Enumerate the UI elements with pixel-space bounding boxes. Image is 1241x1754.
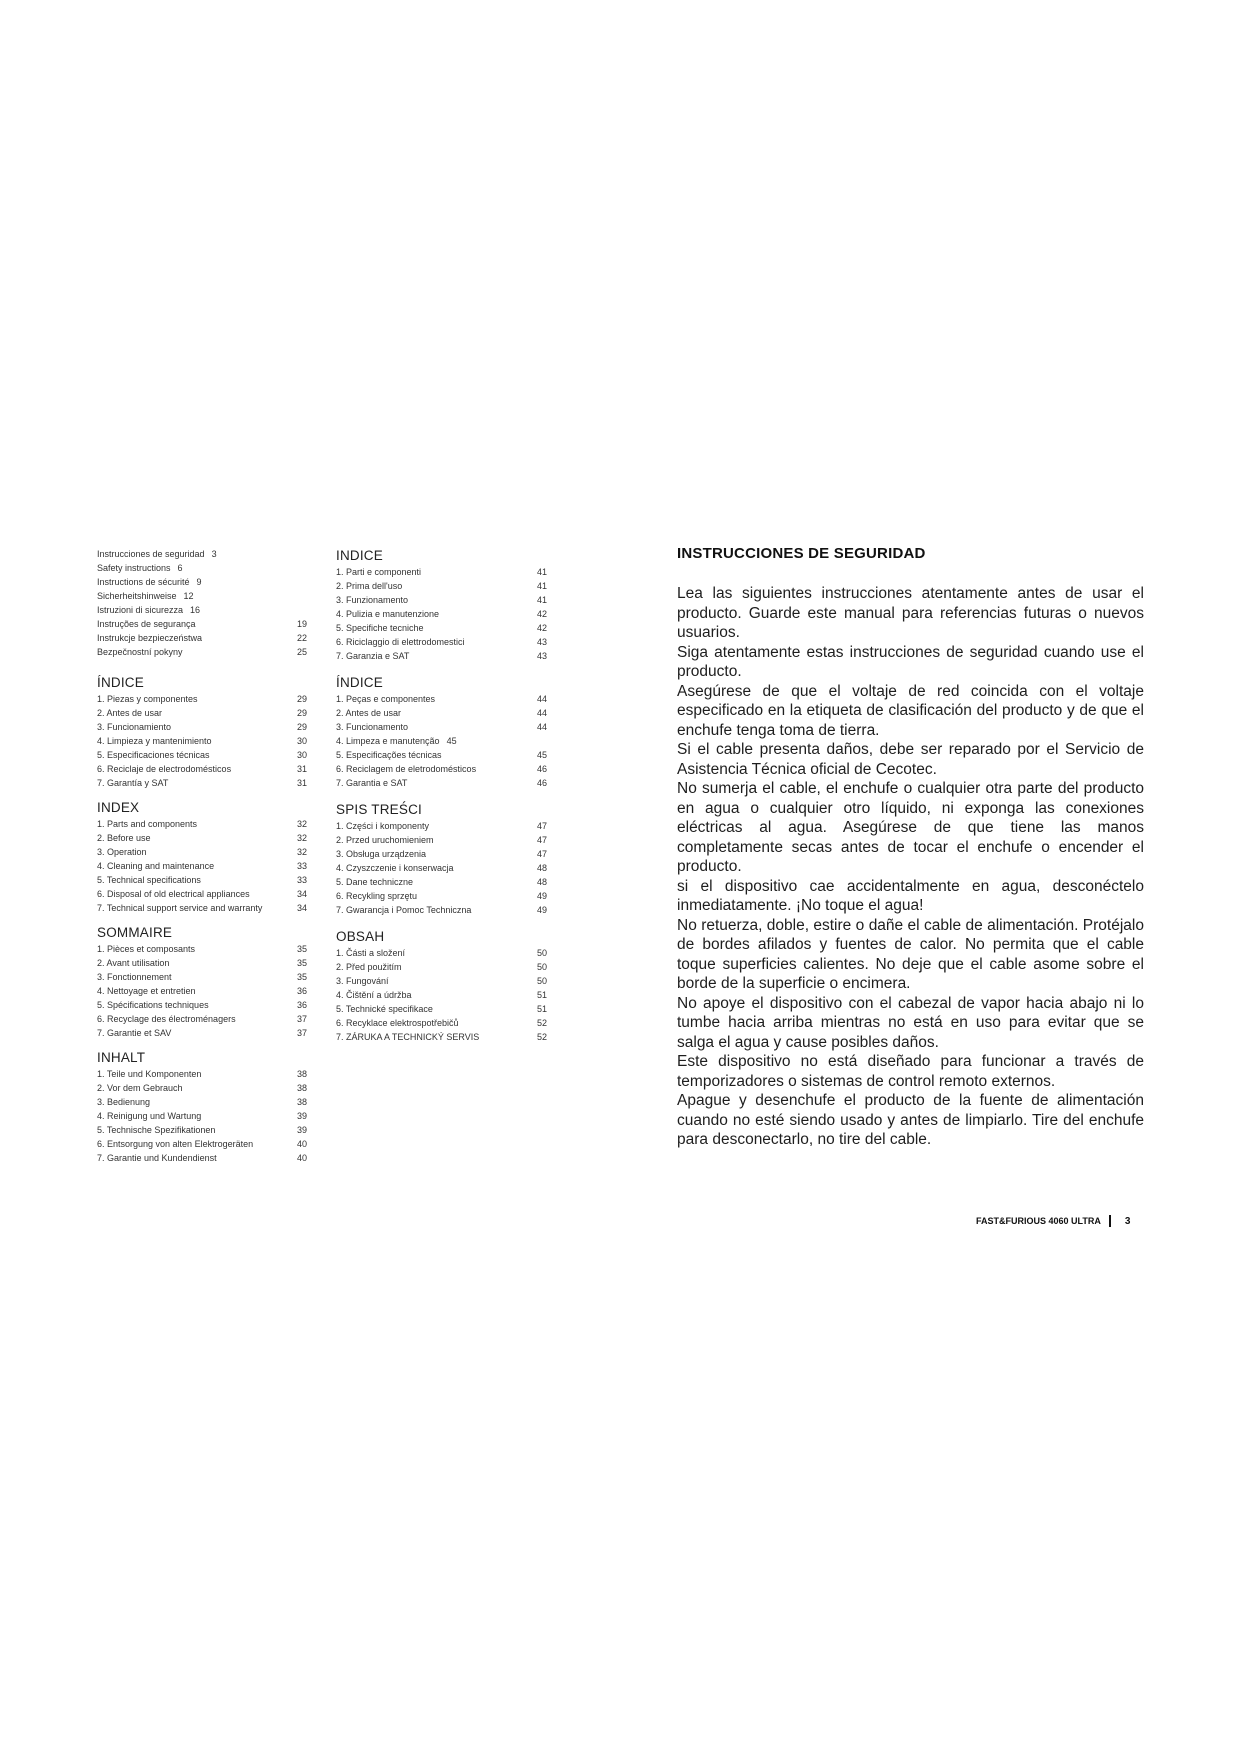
toc-entry xyxy=(97,645,307,659)
toc-column-left xyxy=(97,547,307,1174)
toc-entry xyxy=(97,845,307,859)
toc-entry-page: 29 xyxy=(296,694,307,704)
toc-entry xyxy=(336,579,547,593)
toc-entry xyxy=(97,692,307,706)
toc-section-title: ÍNDICE xyxy=(336,675,383,690)
toc-entry xyxy=(97,901,307,915)
toc-entry-label: 7. ZÁRUKA A TECHNICKÝ SERVIS xyxy=(336,1032,480,1042)
toc-entry-page: 47 xyxy=(536,821,547,831)
toc-section xyxy=(336,801,547,917)
toc-entry-page: 42 xyxy=(536,623,547,633)
toc-entry-label: 3. Operation xyxy=(97,847,147,857)
toc-entry-page: 43 xyxy=(536,637,547,647)
toc-entry-label: 7. Technical support service and warranty xyxy=(97,903,263,913)
toc-section xyxy=(97,674,307,790)
toc-entry-label: Instrucciones de seguridad xyxy=(97,549,205,559)
toc-entry-page: 47 xyxy=(536,849,547,859)
toc-entry-page: 31 xyxy=(296,764,307,774)
toc-section-title: OBSAH xyxy=(336,929,385,944)
toc-section-title: INHALT xyxy=(97,1050,146,1065)
toc-entry-page: 38 xyxy=(296,1083,307,1093)
toc-entry-page: 38 xyxy=(296,1069,307,1079)
toc-entry xyxy=(336,621,547,635)
toc-entry-page: 47 xyxy=(536,835,547,845)
toc-entry-page: 29 xyxy=(296,708,307,718)
toc-entry-page: 32 xyxy=(296,819,307,829)
toc-section-title: INDICE xyxy=(336,548,383,563)
toc-entry-page: 33 xyxy=(296,861,307,871)
toc-entry-page: 50 xyxy=(536,976,547,986)
toc-entry-page: 41 xyxy=(536,595,547,605)
toc-section xyxy=(97,1049,307,1165)
toc-entry-label: 4. Limpieza y mantenimiento xyxy=(97,736,212,746)
toc-entry xyxy=(97,942,307,956)
toc-entry xyxy=(97,1095,307,1109)
toc-entry-page: 45 xyxy=(536,750,547,760)
toc-entry-label: Safety instructions xyxy=(97,563,171,573)
toc-entry xyxy=(336,649,547,663)
toc-entry-page: 34 xyxy=(296,903,307,913)
toc-entry xyxy=(97,1081,307,1095)
toc-entry-label: 6. Disposal of old electrical appliances xyxy=(97,889,250,899)
toc-entry-label: 2. Antes de usar xyxy=(97,708,163,718)
toc-entry xyxy=(97,575,307,589)
toc-entry-label: 1. Části a složení xyxy=(336,948,406,958)
toc-entry-label: 2. Vor dem Gebrauch xyxy=(97,1083,183,1093)
toc-entry xyxy=(97,1012,307,1026)
toc-entry-page: 34 xyxy=(296,889,307,899)
toc-section xyxy=(97,799,307,915)
toc-entry-label: 5. Dane techniczne xyxy=(336,877,414,887)
toc-entry xyxy=(336,1030,547,1044)
toc-entry-page: 12 xyxy=(183,591,194,601)
footer-divider xyxy=(1109,1215,1111,1227)
toc-entry xyxy=(336,762,547,776)
toc-entry-label: 4. Reinigung und Wartung xyxy=(97,1111,202,1121)
toc-entry-label: 3. Fungování xyxy=(336,976,389,986)
toc-entry-page: 52 xyxy=(536,1018,547,1028)
toc-entry-label: 6. Reciclagem de eletrodomésticos xyxy=(336,764,477,774)
toc-entry xyxy=(336,776,547,790)
toc-entry xyxy=(97,631,307,645)
toc-entry-label: 2. Prima dell'uso xyxy=(336,581,403,591)
toc-entry-page: 16 xyxy=(190,605,201,615)
toc-entry xyxy=(336,1002,547,1016)
safety-paragraph: No apoye el dispositivo con el cabezal de vapor hacia abajo ni lo tumbe hacia arriba mientras no está en uso para evitar que se salga el agua y cause posibles daños. xyxy=(677,994,1144,1051)
safety-paragraph: Apague y desenchufe el producto de la fuente de alimentación cuando no esté siendo usado y antes de limpiarlo. Tire del enchufe para desconectarlo, no tire del cable. xyxy=(677,1092,1144,1148)
toc-entry-label: 2. Przed uruchomieniem xyxy=(336,835,434,845)
toc-entry-label: 3. Funcionamento xyxy=(336,722,409,732)
toc-entry-label: 6. Recyclage des électroménagers xyxy=(97,1014,236,1024)
toc-section-title: SOMMAIRE xyxy=(97,925,173,940)
toc-section-title: INDEX xyxy=(97,800,140,815)
toc-entry xyxy=(97,617,307,631)
toc-entry-label: Istruzioni di sicurezza xyxy=(97,605,184,615)
toc-entry-label: 2. Avant utilisation xyxy=(97,958,170,968)
toc-entry-label: 4. Nettoyage et entretien xyxy=(97,986,196,996)
toc-entry xyxy=(336,988,547,1002)
toc-entry-label: 1. Peças e componentes xyxy=(336,694,436,704)
toc-entry-label: 5. Specifiche tecniche xyxy=(336,623,424,633)
toc-entry-label: 7. Gwarancja i Pomoc Techniczna xyxy=(336,905,472,915)
safety-section xyxy=(677,545,1144,1150)
toc-entry-label: 5. Especificaciones técnicas xyxy=(97,750,210,760)
toc-entry xyxy=(97,887,307,901)
toc-entry-page: 48 xyxy=(536,877,547,887)
safety-heading: INSTRUCCIONES DE SEGURIDAD xyxy=(677,545,926,562)
toc-safety-list xyxy=(97,547,307,659)
toc-entry-page: 40 xyxy=(296,1153,307,1163)
toc-entry xyxy=(336,565,547,579)
toc-entry-page: 32 xyxy=(296,847,307,857)
toc-entry xyxy=(97,720,307,734)
toc-entry xyxy=(97,956,307,970)
toc-entry-page: 38 xyxy=(296,1097,307,1107)
page-number: 3 xyxy=(1124,1215,1131,1227)
toc-entry xyxy=(97,970,307,984)
toc-entry-label: 1. Pièces et composants xyxy=(97,944,196,954)
toc-entry-page: 46 xyxy=(536,764,547,774)
toc-entry xyxy=(97,1067,307,1081)
toc-entry-page: 22 xyxy=(296,633,307,643)
toc-entry-page: 32 xyxy=(296,833,307,843)
toc-entry-page: 52 xyxy=(536,1032,547,1042)
toc-entry xyxy=(97,734,307,748)
toc-entry-page: 42 xyxy=(536,609,547,619)
toc-entry xyxy=(97,776,307,790)
toc-entry xyxy=(97,1137,307,1151)
toc-entry-label: Bezpečnostní pokyny xyxy=(97,647,183,657)
toc-entry-page: 45 xyxy=(446,736,457,746)
toc-entry-page: 30 xyxy=(296,750,307,760)
toc-entry-page: 41 xyxy=(536,567,547,577)
toc-entry-page: 51 xyxy=(536,990,547,1000)
toc-entry-page: 36 xyxy=(296,986,307,996)
toc-entry-page: 44 xyxy=(536,722,547,732)
toc-entry xyxy=(336,607,547,621)
toc-entry xyxy=(336,889,547,903)
toc-entry-label: 5. Spécifications techniques xyxy=(97,1000,209,1010)
toc-entry-label: 4. Limpeza e manutenção xyxy=(336,736,440,746)
toc-entry xyxy=(336,748,547,762)
toc-entry-label: 6. Entsorgung von alten Elektrogeräten xyxy=(97,1139,254,1149)
safety-paragraph: Siga atentamente estas instrucciones de seguridad cuando use el producto. xyxy=(677,643,1144,680)
toc-entry-page: 50 xyxy=(536,948,547,958)
toc-entry xyxy=(336,593,547,607)
toc-entry xyxy=(336,720,547,734)
toc-entry xyxy=(97,706,307,720)
toc-entry-label: Sicherheitshinweise xyxy=(97,591,177,601)
toc-entry-page: 50 xyxy=(536,962,547,972)
toc-entry-label: 6. Reciclaje de electrodomésticos xyxy=(97,764,232,774)
toc-entry xyxy=(336,734,547,748)
toc-entry xyxy=(97,1026,307,1040)
toc-entry-page: 51 xyxy=(536,1004,547,1014)
toc-entry-page: 3 xyxy=(211,549,217,559)
toc-entry-label: 1. Piezas y componentes xyxy=(97,694,198,704)
toc-entry-label: 3. Funcionamiento xyxy=(97,722,172,732)
toc-entry-page: 37 xyxy=(296,1014,307,1024)
toc-entry-page: 6 xyxy=(177,563,183,573)
toc-entry-label: 6. Recyklace elektrospotřebičů xyxy=(336,1018,459,1028)
toc-entry-page: 35 xyxy=(296,972,307,982)
toc-entry-label: 7. Garantia e SAT xyxy=(336,778,408,788)
safety-paragraph: Si el cable presenta daños, debe ser reparado por el Servicio de Asistencia Técnica oficial de Cecotec. xyxy=(677,741,1144,778)
toc-entry-page: 39 xyxy=(296,1111,307,1121)
toc-entry xyxy=(336,974,547,988)
toc-entry xyxy=(97,859,307,873)
toc-entry xyxy=(336,875,547,889)
toc-entry-page: 44 xyxy=(536,708,547,718)
toc-entry-page: 33 xyxy=(296,875,307,885)
toc-entry-label: 4. Czyszczenie i konserwacja xyxy=(336,863,454,873)
toc-entry-label: 4. Čištění a údržba xyxy=(336,990,412,1000)
toc-entry-label: Instructions de sécurité xyxy=(97,577,190,587)
toc-entry-label: 7. Garantie und Kundendienst xyxy=(97,1153,217,1163)
toc-section xyxy=(336,928,547,1044)
toc-entry xyxy=(336,635,547,649)
toc-section-title: ÍNDICE xyxy=(97,675,144,690)
toc-entry-page: 49 xyxy=(536,891,547,901)
toc-entry xyxy=(336,960,547,974)
toc-entry-label: 7. Garantía y SAT xyxy=(97,778,169,788)
toc-entry-page: 39 xyxy=(296,1125,307,1135)
toc-entry xyxy=(97,873,307,887)
safety-paragraph: Lea las siguientes instrucciones atentamente antes de usar el producto. Guarde este manual para referencias futuras o nuevos usuarios. xyxy=(677,585,1144,641)
toc-entry-label: 1. Parti e componenti xyxy=(336,567,422,577)
safety-paragraph: si el dispositivo cae accidentalmente en agua, desconéctelo inmediatamente. ¡No toque el agua! xyxy=(677,877,1144,914)
toc-entry-label: 5. Technische Spezifikationen xyxy=(97,1125,216,1135)
toc-entry-page: 43 xyxy=(536,651,547,661)
toc-column-middle xyxy=(336,547,547,1055)
toc-section xyxy=(336,547,547,663)
toc-entry xyxy=(336,946,547,960)
toc-entry-label: 1. Teile und Komponenten xyxy=(97,1069,202,1079)
toc-entry-page: 49 xyxy=(536,905,547,915)
toc-entry-page: 35 xyxy=(296,958,307,968)
toc-entry xyxy=(97,748,307,762)
toc-entry-page: 29 xyxy=(296,722,307,732)
toc-entry xyxy=(336,903,547,917)
toc-entry xyxy=(97,547,307,561)
safety-paragraph: Asegúrese de que el voltaje de red coincida con el voltaje especificado en la etiqueta de clasificación del producto y de que el enchufe tenga toma de tierra. xyxy=(677,682,1144,739)
toc-entry-page: 30 xyxy=(296,736,307,746)
toc-entry-label: 7. Garanzia e SAT xyxy=(336,651,410,661)
toc-entry-label: Instrukcje bezpieczeństwa xyxy=(97,633,203,643)
toc-entry-label: 7. Garantie et SAV xyxy=(97,1028,172,1038)
toc-entry-page: 48 xyxy=(536,863,547,873)
toc-entry-page: 37 xyxy=(296,1028,307,1038)
toc-entry-label: 4. Cleaning and maintenance xyxy=(97,861,215,871)
toc-entry-label: 2. Před použitím xyxy=(336,962,402,972)
toc-entry xyxy=(97,561,307,575)
toc-entry xyxy=(97,998,307,1012)
toc-entry-page: 25 xyxy=(296,647,307,657)
toc-entry xyxy=(97,817,307,831)
toc-entry xyxy=(97,589,307,603)
toc-entry xyxy=(336,819,547,833)
toc-entry-page: 41 xyxy=(536,581,547,591)
toc-entry-page: 31 xyxy=(296,778,307,788)
toc-entry-label: 3. Funzionamento xyxy=(336,595,409,605)
safety-paragraph: No sumerja el cable, el enchufe o cualquier otra parte del producto en agua o cualquier otro líquido, ni exponga las conexiones eléctricas al agua. Asegúrese de que tiene las manos completamente secas antes de tocar el enchufe o encender el producto. xyxy=(677,780,1144,875)
toc-entry-page: 44 xyxy=(536,694,547,704)
toc-section xyxy=(336,674,547,790)
toc-entry xyxy=(97,1109,307,1123)
toc-entry xyxy=(336,833,547,847)
toc-entry xyxy=(336,692,547,706)
toc-entry-label: 1. Parts and components xyxy=(97,819,198,829)
toc-entry xyxy=(336,847,547,861)
toc-entry xyxy=(336,706,547,720)
footer-model: FAST&FURIOUS 4060 ULTRA xyxy=(976,1216,1101,1226)
toc-entry-label: 3. Bedienung xyxy=(97,1097,151,1107)
toc-entry-label: 2. Antes de usar xyxy=(336,708,402,718)
toc-entry-label: 6. Recykling sprzętu xyxy=(336,891,418,901)
toc-entry-label: 6. Riciclaggio di elettrodomestici xyxy=(336,637,465,647)
toc-entry-page: 35 xyxy=(296,944,307,954)
toc-entry-label: 5. Especificações técnicas xyxy=(336,750,442,760)
safety-paragraph: No retuerza, doble, estire o dañe el cable de alimentación. Protéjalo de bordes afilados y fuentes de calor. No permita que el cable toque superficies calientes. No deje que el cable asome sobre el borde de la superficie o encimera. xyxy=(677,916,1144,992)
toc-entry-page: 36 xyxy=(296,1000,307,1010)
toc-entry xyxy=(97,1123,307,1137)
toc-entry-label: 3. Fonctionnement xyxy=(97,972,172,982)
toc-entry xyxy=(336,861,547,875)
toc-entry-label: 1. Części i komponenty xyxy=(336,821,430,831)
toc-entry xyxy=(97,762,307,776)
toc-section xyxy=(97,924,307,1040)
toc-entry-page: 19 xyxy=(296,619,307,629)
toc-entry-label: 5. Technical specifications xyxy=(97,875,201,885)
toc-entry xyxy=(97,603,307,617)
toc-entry xyxy=(97,1151,307,1165)
toc-entry-label: Instruções de segurança xyxy=(97,619,196,629)
toc-entry-label: 2. Before use xyxy=(97,833,151,843)
toc-entry-page: 40 xyxy=(296,1139,307,1149)
toc-entry-label: 5. Technické specifikace xyxy=(336,1004,433,1014)
toc-entry xyxy=(336,1016,547,1030)
toc-section-title: SPIS TREŚCI xyxy=(336,802,422,817)
toc-entry-page: 9 xyxy=(196,577,202,587)
toc-entry xyxy=(97,831,307,845)
toc-entry xyxy=(97,984,307,998)
page-footer xyxy=(976,1215,1130,1227)
toc-entry-label: 4. Pulizia e manutenzione xyxy=(336,609,440,619)
toc-entry-page: 46 xyxy=(536,778,547,788)
safety-body xyxy=(677,584,1144,1150)
safety-paragraph: Este dispositivo no está diseñado para funcionar a través de temporizadores o sistemas de control remoto externos. xyxy=(677,1053,1144,1090)
toc-entry-label: 3. Obsługa urządzenia xyxy=(336,849,427,859)
